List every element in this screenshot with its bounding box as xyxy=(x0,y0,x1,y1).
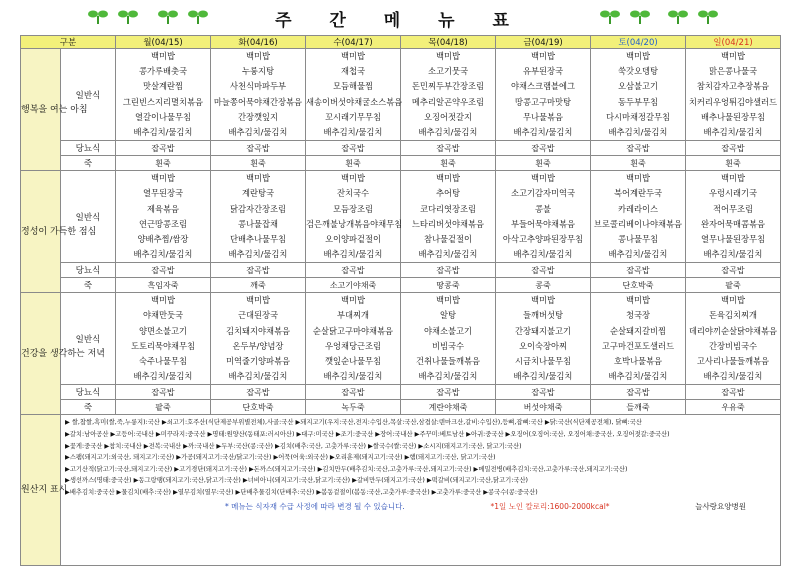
header-day-sat: 토(04/20) xyxy=(591,36,686,49)
menu-item: 콩나물무침 xyxy=(617,233,659,244)
menu-item: 배추김치/물김치 xyxy=(228,371,288,382)
origin-line: ▶꽃게:중국산 ▶참치:국내산 ▶전복:국내산 ▶까:국내산 ▶두부:국산(콩:국산) ▶김치(배추:국산, 고춧가루:국산) ▶쌀국수(쌀:국산) ▶소시지(돼지고기:국산, 닭고기:국산) xyxy=(65,442,522,450)
menu-item: 간장돼지불고기 xyxy=(514,325,572,336)
menu-item: 닭감자간장조림 xyxy=(229,203,287,214)
menu-item: 카레라이스 xyxy=(617,203,659,214)
menu-item: 배추김치/물김치 xyxy=(323,371,383,382)
diabetic-cell: 잡곡밥 xyxy=(401,385,496,400)
diabetic-cell: 잡곡밥 xyxy=(211,141,306,156)
header-day-sun: 일(04/21) xyxy=(686,36,781,49)
origin-cell xyxy=(61,415,781,566)
menu-item: 배추김치/물김치 xyxy=(418,249,478,260)
page-title: 주 간 메 뉴 표 xyxy=(275,11,525,31)
menu-item: 시금치나물무침 xyxy=(514,356,572,366)
hospital-name: 늘사랑요양병원 xyxy=(695,501,746,511)
menu-item: 양배추찜/쌈장 xyxy=(137,233,189,244)
porridge-cell: 단호박죽 xyxy=(211,400,306,415)
origin-label: 원산지 표시 xyxy=(21,415,61,566)
regular-label: 일반식 xyxy=(61,171,116,263)
menu-cell xyxy=(116,49,211,141)
menu-item: 건취나물들깨볶음 xyxy=(415,356,481,366)
header-day-wed: 수(04/17) xyxy=(306,36,401,49)
menu-cell xyxy=(306,49,401,141)
meal-label: 정성이 가득한 점심 xyxy=(21,171,61,293)
menu-item: 열갈이나물무침 xyxy=(134,111,192,122)
menu-item: 치커리우엉튀김야샐러드 xyxy=(688,96,778,107)
menu-cell xyxy=(306,171,401,263)
menu-item: 쑥갓오뎅탕 xyxy=(617,66,659,77)
menu-item: 오이양파겉절이 xyxy=(324,233,382,244)
menu-item: 배추김치/물김치 xyxy=(133,249,193,260)
menu-item: 백미밥 xyxy=(435,295,461,306)
regular-row xyxy=(21,293,781,385)
menu-item: 숙주나물무침 xyxy=(138,356,188,366)
menu-cell xyxy=(591,171,686,263)
menu-item: 배추김치/물김치 xyxy=(133,126,193,137)
origin-line: ▶스팸(돼지고기:외국산, 돼지고기:국산) ▶가공(돼지고기:국산/닭고기:국산) ▶어묵(어육:외국산) ▶오리훈제(돼지고기:국산) ▶햄(돼지고기:국산, 닭고기:국산) xyxy=(65,454,496,462)
menu-item: 제육볶음 xyxy=(146,203,180,214)
menu-item: 열무된장국 xyxy=(142,188,184,199)
sprout-icon xyxy=(630,8,650,24)
menu-item: 야채소불고기 xyxy=(423,325,473,336)
meal-label: 행복을 여는 아침 xyxy=(21,49,61,171)
menu-item: 백미밥 xyxy=(150,51,176,61)
menu-item: 북어계란두국 xyxy=(613,188,663,199)
menu-item: 알탕 xyxy=(439,310,457,321)
menu-item: 근대된장국 xyxy=(237,310,279,321)
header-day-fri: 금(04/19) xyxy=(496,36,591,49)
menu-item: 배추김치/물김치 xyxy=(608,371,668,382)
diabetic-cell: 잡곡밥 xyxy=(591,141,686,156)
menu-item: 유부된장국 xyxy=(522,66,564,77)
menu-item: 배추나물된장무침 xyxy=(700,111,766,122)
menu-cell xyxy=(306,293,401,385)
menu-item: 백미밥 xyxy=(245,173,271,184)
origin-line: ▶고기산적(닭고기:국산,돼지고기:국산) ▶고기경단(돼지고기:국산) ▶돈까스(돼지고기:국산) ▶김치만두(배추김치:국산,고춧가루:국산,돼지고기:국산) ▶메밀전병(배추김치:국산,고춧가루:국산,돼지고기:국산) xyxy=(65,465,628,473)
menu-cell xyxy=(496,293,591,385)
menu-item: 맑은콩나물국 xyxy=(708,66,758,77)
menu-item: 배추김치/물김치 xyxy=(608,126,668,137)
origin-line: ▶갈치:남아공산 ▶고등어:국내산 ▶미꾸라지:중국산 ▶명태:원양산(동태포:러시아산) ▶대구:미국산 ▶조기:중국산 ▶장어:국내산 ▶주꾸미:베트남산 ▶아귀:중국산 ▶오징어(오징어:국산, 오징어채:중국산, 오징어젓갈:중국산) xyxy=(65,430,670,438)
menu-cell xyxy=(401,49,496,141)
menu-item: 들깨버섯탕 xyxy=(522,310,564,321)
diabetic-row xyxy=(21,141,781,156)
menu-item: 백미밥 xyxy=(340,173,366,184)
diabetic-cell: 잡곡밥 xyxy=(686,385,781,400)
menu-item: 소고기뭇국 xyxy=(427,66,469,77)
origin-line: ▶ 쌀,찹쌀,흑미(쌀,죽,누룽지):국산 ▶쇠고기:호주산(식단제공부위별전체),사골:국산 ▶돼지고기(우지:국산,전지:수입산,목살:국산,삼겹살:덴마크산,갈비:수입산),등뼈,잡뼈:국산 ▶닭:국산(식단제공전체), 닭뼈:국산 xyxy=(65,419,642,427)
menu-item: 콩불 xyxy=(534,203,552,214)
porridge-cell: 흰죽 xyxy=(306,156,401,171)
menu-item: 배추김치/물김치 xyxy=(608,249,668,260)
diabetic-cell: 잡곡밥 xyxy=(591,385,686,400)
porridge-label: 죽 xyxy=(61,156,116,171)
menu-item: 적어무조림 xyxy=(712,203,754,214)
menu-cell xyxy=(686,293,781,385)
porridge-row xyxy=(21,400,781,415)
header-row xyxy=(21,36,781,49)
menu-item: 우엉채당근조림 xyxy=(324,340,382,351)
menu-item: 백미밥 xyxy=(530,295,556,306)
menu-cell xyxy=(401,293,496,385)
porridge-row xyxy=(21,278,781,293)
menu-item: 소고기감자미역국 xyxy=(510,188,576,199)
menu-item: 코다리엿장조림 xyxy=(419,203,477,214)
menu-item: 맛살계란찜 xyxy=(142,81,184,92)
menu-item: 검은깨불낭개볶음야채무침 xyxy=(306,218,403,229)
menu-item: 사천식마파두부 xyxy=(229,81,287,92)
diabetic-cell: 잡곡밥 xyxy=(401,141,496,156)
menu-item: 모듬해물찜 xyxy=(332,81,374,92)
diabetic-row xyxy=(21,263,781,278)
diabetic-cell: 잡곡밥 xyxy=(306,385,401,400)
menu-item: 오삼불고기 xyxy=(617,81,659,92)
sprout-icon xyxy=(698,8,718,24)
menu-item: 백미밥 xyxy=(625,51,651,61)
menu-item: 배추김치/물김치 xyxy=(228,126,288,137)
menu-item: 김치돼지야채볶음 xyxy=(225,325,291,336)
sprout-icon xyxy=(600,8,620,24)
menu-item: 다시마채정갈무침 xyxy=(605,111,671,122)
porridge-cell: 흰죽 xyxy=(496,156,591,171)
menu-item: 배추김치/물김치 xyxy=(703,126,763,137)
diabetic-cell: 잡곡밥 xyxy=(496,263,591,278)
menu-cell xyxy=(116,171,211,263)
regular-label: 일반식 xyxy=(61,293,116,385)
menu-cell xyxy=(211,49,306,141)
menu-item: 단배추나물무침 xyxy=(229,233,287,244)
menu-item: 부대찌개 xyxy=(336,310,370,321)
porridge-cell: 깨죽 xyxy=(211,278,306,293)
header-category: 구분 xyxy=(21,36,116,49)
menu-item: 간장비빔국수 xyxy=(708,340,758,351)
porridge-cell: 단호박죽 xyxy=(591,278,686,293)
menu-item: 배추김치/물김치 xyxy=(703,371,763,382)
menu-item: 순살돼지갈비찜 xyxy=(609,325,667,336)
menu-item: 우렁시래기국 xyxy=(708,188,758,199)
menu-item: 새송이버섯야채굴소스볶음 xyxy=(306,96,403,107)
menu-item: 백미밥 xyxy=(435,51,461,61)
menu-item: 아삭고추양파된장무침 xyxy=(502,233,584,244)
menu-item: 배추김치/물김치 xyxy=(513,126,573,137)
diabetic-cell: 잡곡밥 xyxy=(211,263,306,278)
porridge-cell: 팥죽 xyxy=(686,278,781,293)
meal-body xyxy=(21,49,781,415)
porridge-cell: 흰죽 xyxy=(116,156,211,171)
menu-item: 배추김치/물김치 xyxy=(418,126,478,137)
menu-item: 간장깻잎지 xyxy=(237,111,279,122)
diabetic-cell: 잡곡밥 xyxy=(306,141,401,156)
diabetic-cell: 잡곡밥 xyxy=(116,263,211,278)
diabetic-label: 당뇨식 xyxy=(61,385,116,400)
diabetic-cell: 잡곡밥 xyxy=(211,385,306,400)
porridge-row xyxy=(21,156,781,171)
menu-item: 온두부/양념장 xyxy=(232,340,284,351)
menu-item: 완자어묵매콤볶음 xyxy=(700,218,766,229)
menu-item: 백미밥 xyxy=(720,51,746,61)
menu-item: 브로콜리베이나야채볶음 xyxy=(593,218,683,229)
porridge-cell: 흰죽 xyxy=(686,156,781,171)
header-day-mon: 월(04/15) xyxy=(116,36,211,49)
porridge-cell: 녹두죽 xyxy=(306,400,401,415)
diabetic-label: 당뇨식 xyxy=(61,141,116,156)
menu-cell xyxy=(686,49,781,141)
menu-item: 참나물겉절이 xyxy=(423,233,473,244)
menu-item: 양면소불고기 xyxy=(138,325,188,336)
menu-item: 참치감자고추장볶음 xyxy=(696,81,770,92)
menu-item: 깻잎순나물무침 xyxy=(324,356,382,366)
menu-item: 백미밥 xyxy=(150,295,176,306)
menu-cell xyxy=(686,171,781,263)
menu-cell xyxy=(496,171,591,263)
porridge-cell: 팥죽 xyxy=(116,400,211,415)
diabetic-row xyxy=(21,385,781,400)
menu-item: 배추김치/물김치 xyxy=(133,371,193,382)
menu-item: 그린빈스지리멸치볶음 xyxy=(122,96,204,107)
menu-item: 도토리묵야채무침 xyxy=(130,340,196,351)
menu-item: 고사리나물들깨볶음 xyxy=(696,356,770,366)
menu-item: 순살닭고구마야채볶음 xyxy=(312,325,394,336)
menu-item: 연근땅콩조림 xyxy=(138,218,188,229)
menu-item: 배추김치/물김치 xyxy=(703,249,763,260)
calorie-note: *1일 노인 칼로리:1600-2000kcal* xyxy=(490,501,610,511)
menu-item: 꼬시래기무무침 xyxy=(324,111,382,122)
diabetic-cell: 잡곡밥 xyxy=(496,385,591,400)
menu-cell xyxy=(496,49,591,141)
diabetic-cell: 잡곡밥 xyxy=(116,385,211,400)
regular-label: 일반식 xyxy=(61,49,116,141)
menu-item: 동두부무침 xyxy=(617,96,659,107)
menu-item: 열무나물된장무침 xyxy=(700,233,766,244)
menu-item: 추어탕 xyxy=(435,188,461,199)
menu-item: 데리야끼순살닭야채볶음 xyxy=(688,325,778,336)
menu-item: 미역줄기양파볶음 xyxy=(225,356,291,366)
porridge-cell: 땅콩죽 xyxy=(401,278,496,293)
origin-row xyxy=(21,415,781,566)
menu-item: 계란탕국 xyxy=(241,188,275,199)
menu-item: 배추김치/물김치 xyxy=(323,249,383,260)
menu-item: 돈육김치찌개 xyxy=(708,310,758,321)
menu-cell xyxy=(116,293,211,385)
menu-item: 백미밥 xyxy=(245,295,271,306)
menu-cell xyxy=(401,171,496,263)
porridge-cell: 흑임자죽 xyxy=(116,278,211,293)
menu-item: 메추리알곤약우조림 xyxy=(411,96,485,107)
meal-label: 건강을 생각하는 저녁 xyxy=(21,293,61,415)
menu-item: 돈민찌두부간장조림 xyxy=(411,81,485,92)
origin-line: ▶생선까스(명태:중국산) ▶동그랑땡(돼지고기:국산,닭고기:국산) ▶너비아니(돼지고기:국산,닭고기:국산) ▶갈비만두(돼지고기:국산) ▶떡갈비(돼지고기:국산,닭고기:국산) xyxy=(65,477,528,485)
menu-item: 무나물볶음 xyxy=(522,111,564,122)
menu-item: 백미밥 xyxy=(435,173,461,184)
menu-item: 백미밥 xyxy=(150,173,176,184)
menu-item: 백미밥 xyxy=(340,295,366,306)
menu-item: 부들어묵야채볶음 xyxy=(510,218,576,229)
menu-item: 야채만둣국 xyxy=(142,310,184,321)
menu-item: 모듬장조림 xyxy=(332,203,374,214)
menu-cell xyxy=(211,171,306,263)
menu-item: 오이숙장아찌 xyxy=(518,340,568,351)
menu-item: 배추김치/물김치 xyxy=(323,126,383,137)
menu-item: 콩가루배춧국 xyxy=(138,66,188,77)
regular-row xyxy=(21,171,781,263)
porridge-cell: 우유죽 xyxy=(686,400,781,415)
menu-item: 비빔국수 xyxy=(431,340,465,351)
porridge-label: 죽 xyxy=(61,400,116,415)
porridge-cell: 흰죽 xyxy=(591,156,686,171)
menu-item: 땅콩고구마맛탕 xyxy=(514,96,572,107)
menu-cell xyxy=(211,293,306,385)
diabetic-cell: 잡곡밥 xyxy=(496,141,591,156)
menu-item: 백미밥 xyxy=(530,173,556,184)
porridge-cell: 흰죽 xyxy=(211,156,306,171)
diabetic-cell: 잡곡밥 xyxy=(116,141,211,156)
menu-item: 배추김치/물김치 xyxy=(513,249,573,260)
porridge-cell: 들깨죽 xyxy=(591,400,686,415)
menu-item: 백미밥 xyxy=(245,51,271,61)
menu-item: 잔치국수 xyxy=(336,188,370,199)
diabetic-cell: 잡곡밥 xyxy=(591,263,686,278)
menu-change-note: * 메뉴는 식자재 수급 사정에 따라 변경 될 수 있습니다. xyxy=(225,501,405,511)
menu-item: 마늘쫑어묵야채간장볶음 xyxy=(213,96,303,107)
menu-table xyxy=(20,35,781,566)
menu-item: 오징어젓갈지 xyxy=(423,111,473,122)
porridge-cell: 소고기야채죽 xyxy=(306,278,401,293)
menu-item: 호박나물볶음 xyxy=(613,356,663,366)
menu-item: 배추김치/물김치 xyxy=(418,371,478,382)
diabetic-cell: 잡곡밥 xyxy=(686,263,781,278)
menu-cell xyxy=(591,293,686,385)
porridge-cell: 콩죽 xyxy=(496,278,591,293)
menu-item: 백미밥 xyxy=(720,173,746,184)
menu-item: 백미밥 xyxy=(625,295,651,306)
origin-line: ▶배추김치:중국산 ▶물김치(배추:국산) ▶열무김치(열무:국산) ▶단배추물김치(단배추:국산) ▶봄동겉절이(봄동:국산,고춧가루:중국산) ▶고춧가루:중국산 ▶콩국수(콩:중국산) xyxy=(65,488,538,496)
menu-item: 백미밥 xyxy=(340,51,366,61)
menu-item: 백미밥 xyxy=(625,173,651,184)
menu-item: 배추김치/물김치 xyxy=(228,249,288,260)
menu-item: 누룽지탕 xyxy=(241,66,275,77)
menu-item: 재첩국 xyxy=(340,66,366,77)
header-day-tue: 화(04/16) xyxy=(211,36,306,49)
menu-item: 고구마건포도샐러드 xyxy=(601,340,675,351)
menu-cell xyxy=(591,49,686,141)
header-day-thu: 목(04/18) xyxy=(401,36,496,49)
menu-item: 백미밥 xyxy=(530,51,556,61)
porridge-cell: 버섯야채죽 xyxy=(496,400,591,415)
diabetic-cell: 잡곡밥 xyxy=(686,141,781,156)
diabetic-label: 당뇨식 xyxy=(61,263,116,278)
porridge-cell: 계란야채죽 xyxy=(401,400,496,415)
menu-item: 콩나물잡채 xyxy=(237,218,279,229)
menu-item: 야채스크램블에그 xyxy=(510,81,576,92)
regular-row xyxy=(21,49,781,141)
footer xyxy=(65,501,776,513)
diabetic-cell: 잡곡밥 xyxy=(401,263,496,278)
sprout-icon xyxy=(668,8,688,24)
diabetic-cell: 잡곡밥 xyxy=(306,263,401,278)
menu-item: 느타리버섯야채볶음 xyxy=(411,218,485,229)
origin-lines xyxy=(65,417,776,498)
menu-item: 백미밥 xyxy=(720,295,746,306)
menu-item: 청국장 xyxy=(625,310,651,321)
porridge-label: 죽 xyxy=(61,278,116,293)
title-row xyxy=(0,0,800,34)
menu-item: 배추김치/물김치 xyxy=(513,371,573,382)
porridge-cell: 흰죽 xyxy=(401,156,496,171)
